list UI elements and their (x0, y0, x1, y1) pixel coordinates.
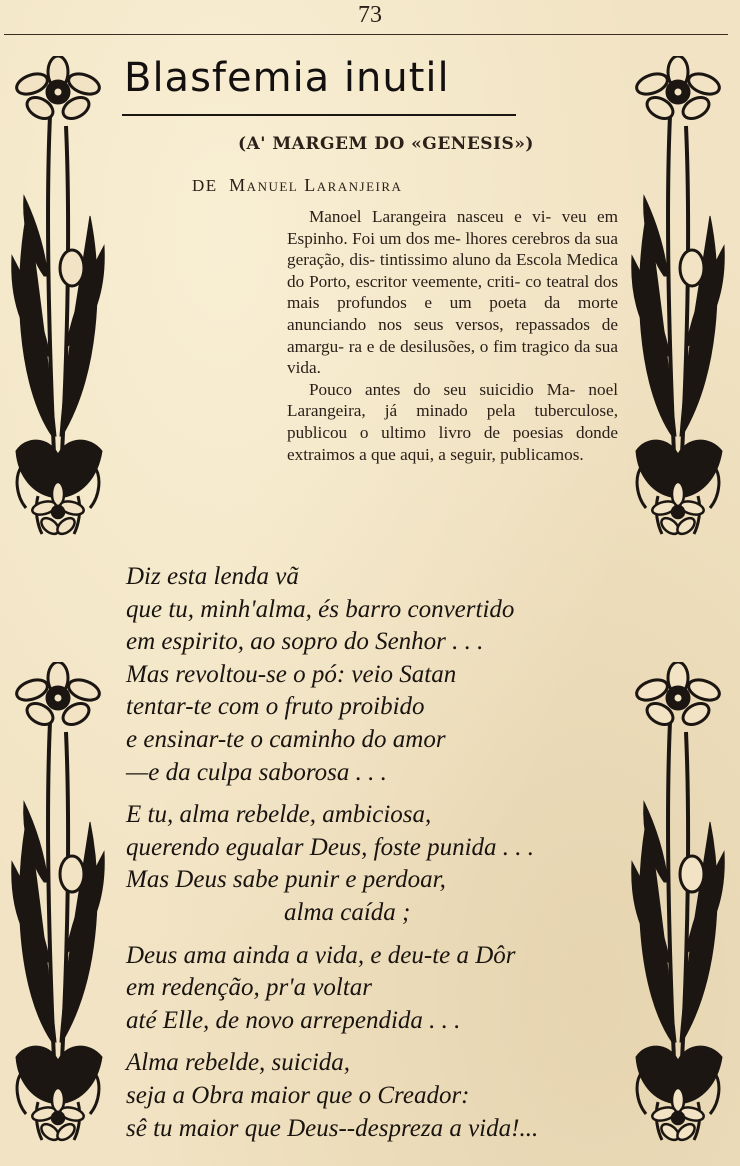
poem-line: até Elle, de novo arrependida . . . (126, 1006, 461, 1034)
poem (126, 561, 626, 1155)
daffodil-svg (8, 662, 108, 1152)
daffodil-svg (8, 56, 108, 546)
poem-line: em redenção, pr'a voltar (126, 974, 373, 1002)
poem-line: E tu, alma rebelde, ambiciosa, (126, 801, 432, 829)
title-rule (122, 114, 516, 116)
poem-line: e ensinar-te o caminho do amor (126, 725, 446, 753)
article-title: Blasfemia inutil (124, 55, 450, 101)
poem-line: que tu, minh'alma, és barro convertido (126, 595, 515, 623)
poem-line: tentar-te com o fruto proibido (126, 693, 425, 721)
intro-line: sua vida. (287, 336, 619, 378)
daffodil-ornament-icon (8, 56, 108, 546)
poem-stanza-4 (126, 1047, 626, 1145)
poem-line: Deus ama ainda a vida, e deu-te a Dôr (126, 941, 516, 969)
poem-line: querendo egualar Deus, foste punida . . . (126, 833, 535, 861)
intro-line: lhores cerebros da sua geração, dis- (287, 228, 619, 270)
intro-paragraph-2 (287, 379, 618, 465)
daffodil-ornament-icon (628, 56, 728, 546)
page-number: 73 (358, 2, 382, 28)
intro-line: aqui, a seguir, publicamos. (400, 444, 584, 464)
intro-line: um poeta da morte anunciando nos (287, 293, 619, 334)
daffodil-svg (628, 56, 728, 546)
top-rule (4, 34, 728, 35)
daffodil-svg (628, 662, 728, 1152)
poem-line: em espirito, ao sopro do Senhor . . . (126, 628, 484, 656)
poem-line: alma caída ; (284, 898, 411, 926)
author-prefix: DE (192, 176, 218, 195)
poem-line: Mas revoltou-se o pó: veio Satan (126, 660, 457, 688)
intro-text (287, 206, 618, 465)
daffodil-ornament-icon (8, 662, 108, 1152)
intro-line: ra e de desilusões, o fim tragico da (348, 336, 591, 356)
poem-stanza-1 (126, 561, 626, 789)
poem-stanza-2 (126, 799, 626, 929)
intro-line: noel Larangeira, já minado pela (287, 379, 618, 421)
intro-line: tintissimo aluno da Escola Medica (379, 250, 618, 270)
poem-line: Alma rebelde, suicida, (126, 1049, 351, 1077)
poem-line: —e da culpa saborosa . . . (126, 758, 387, 786)
poem-line: Diz esta lenda vã (126, 563, 299, 590)
intro-line: de poesias donde extraimos a que (287, 422, 618, 464)
intro-line: seus versos, repassados de amargu- (287, 314, 619, 356)
poem-line: seja a Obra maior que o Creador: (126, 1081, 470, 1109)
poem-line: Mas Deus sabe punir e perdoar, (126, 866, 446, 894)
poem-line: sê tu maior que Deus--despreza a vida!... (126, 1114, 539, 1142)
intro-line: Pouco antes do seu suicidio Ma- (309, 379, 576, 399)
intro-line: do Porto, escritor veemente, criti- (287, 271, 521, 291)
intro-line: co teatral dos mais profundos e (287, 271, 619, 313)
intro-line: veu em Espinho. Foi um dos me- (287, 207, 618, 248)
intro-paragraph-1 (287, 206, 618, 379)
author-line (192, 175, 612, 196)
author-name: Manuel Laranjeira (229, 175, 403, 195)
poem-stanza-3 (126, 940, 626, 1038)
daffodil-ornament-icon (628, 662, 728, 1152)
intro-line: Manoel Larangeira nasceu e vi- (309, 207, 552, 226)
intro-line: tuberculose, publicou o ultimo livro (287, 401, 618, 442)
article-subtitle: (A' MARGEM DO «GENESIS») (238, 134, 534, 154)
